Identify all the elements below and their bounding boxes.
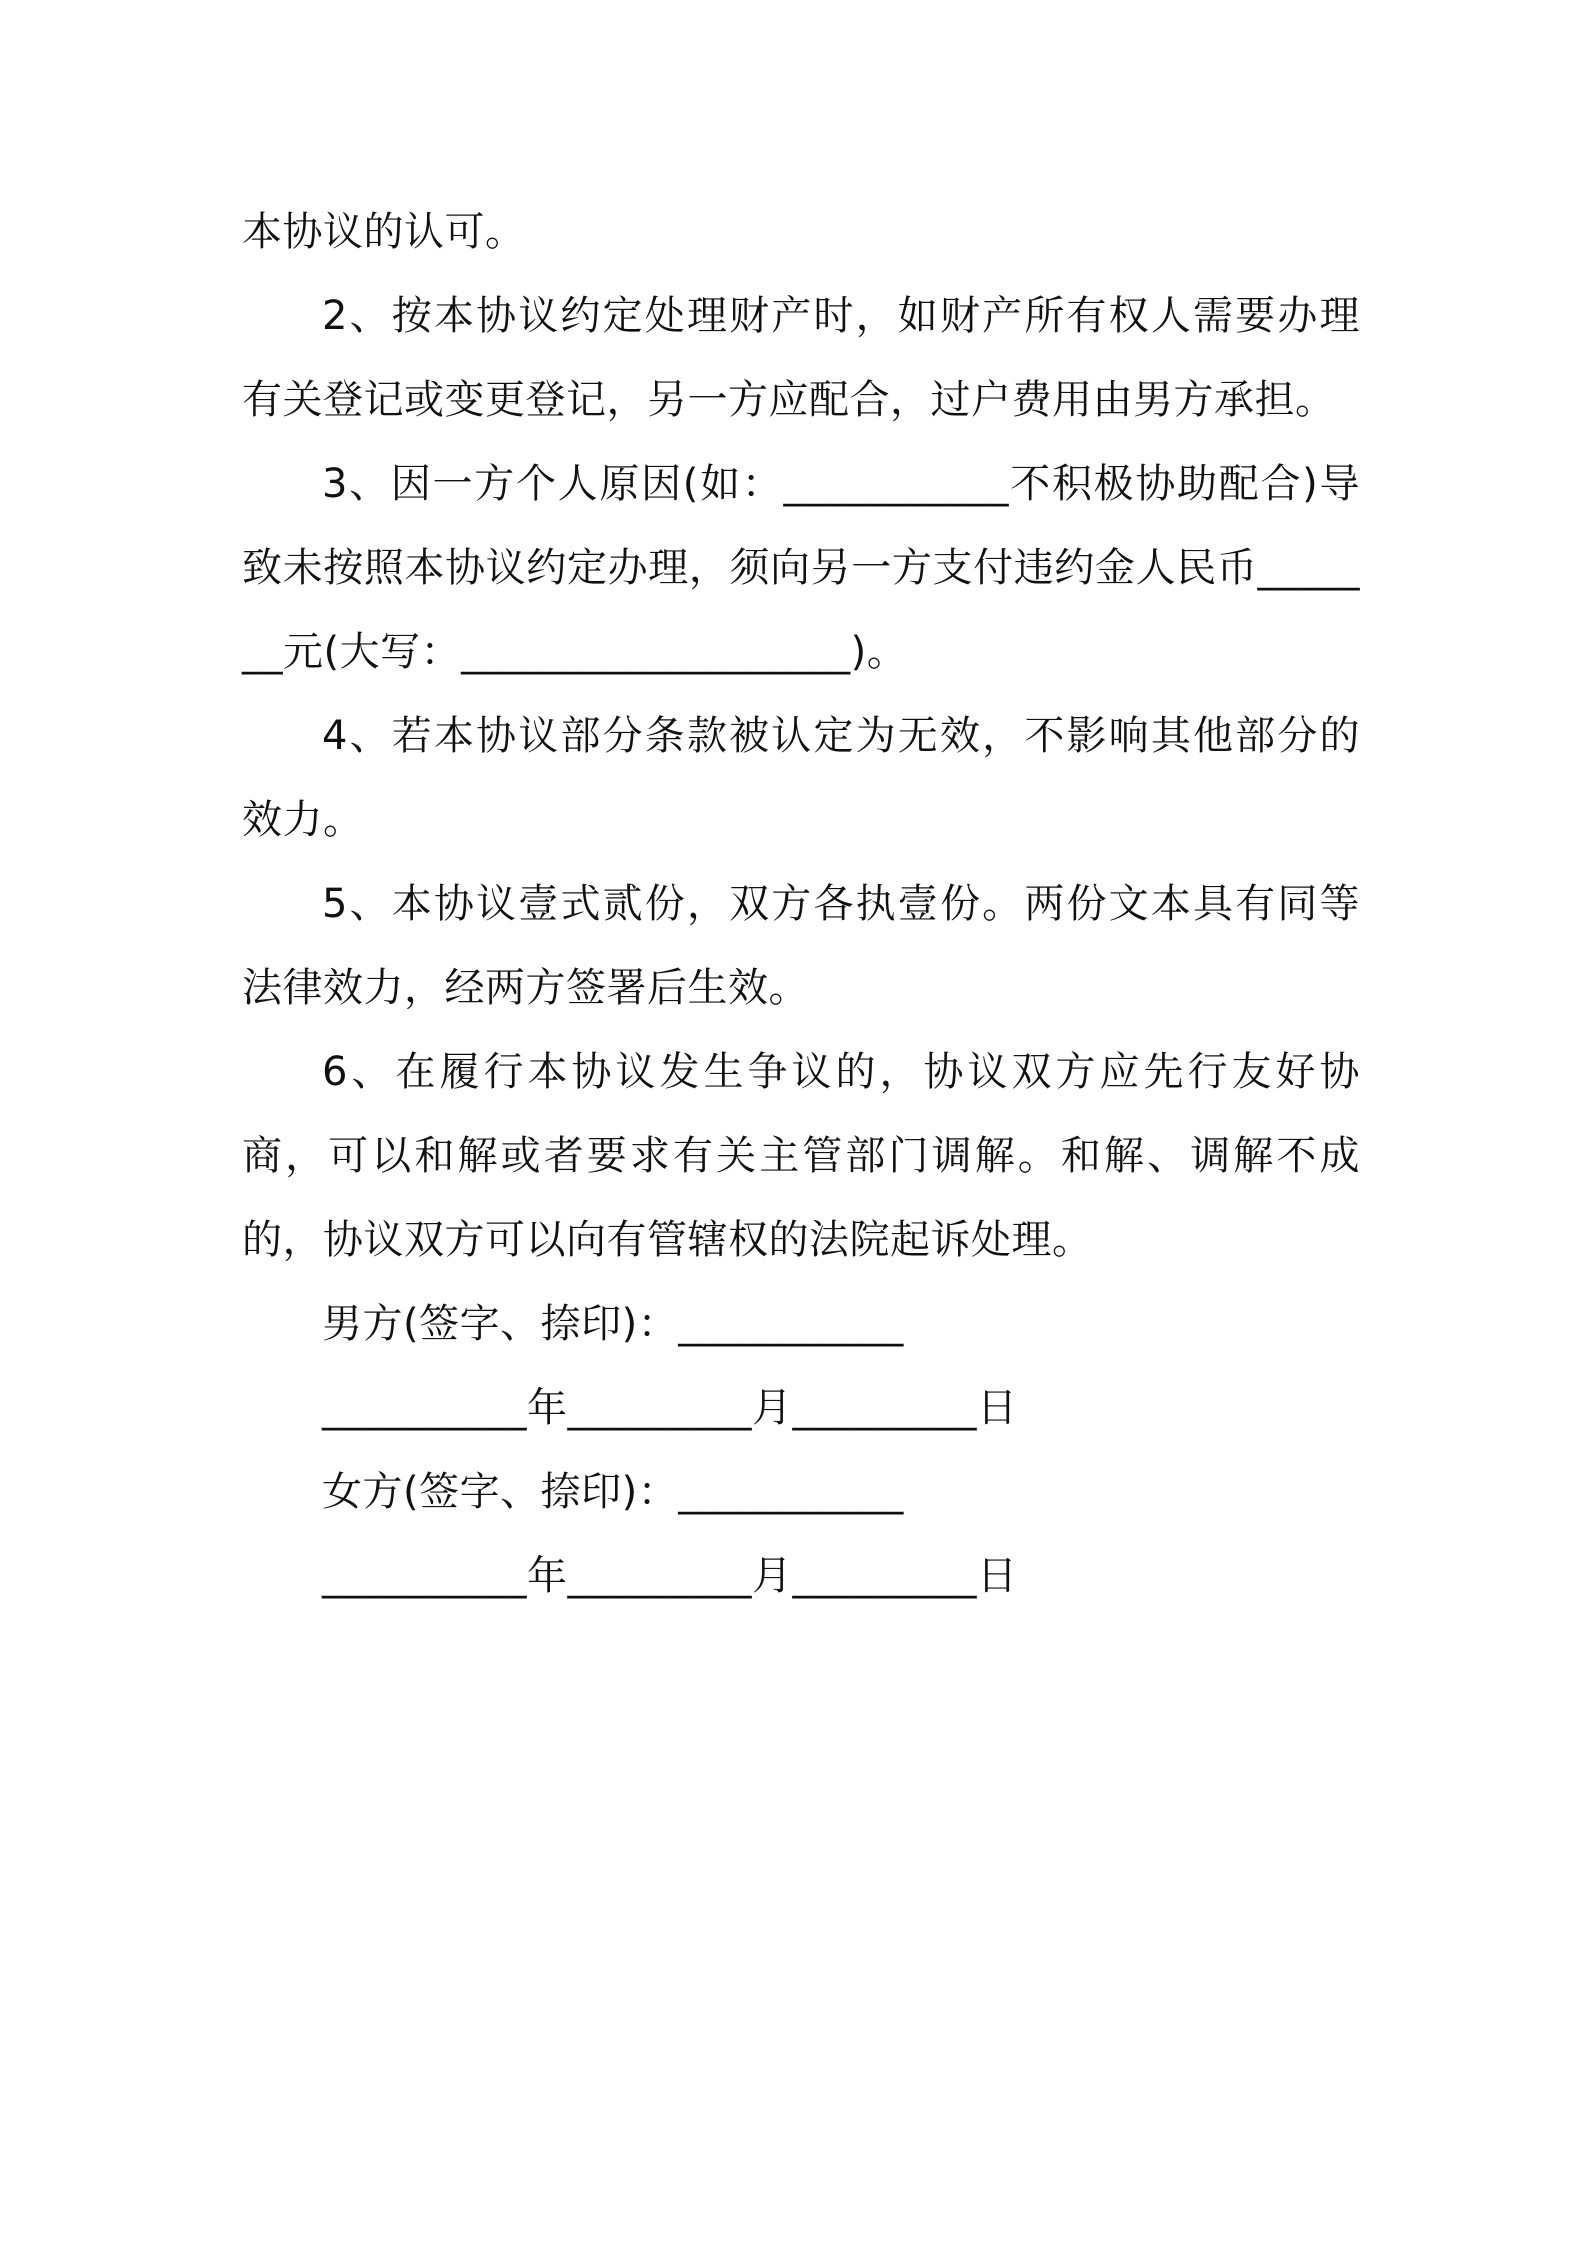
male-signature-date: __________年_________月_________日 — [322, 1385, 1018, 1431]
female-signature-line: 女方(签字、捺印)：___________ — [322, 1469, 904, 1515]
paragraph-clause-4: 4、若本协议部分条款被认定为无效，不影响其他部分的效力。 — [242, 713, 1360, 843]
female-signature-date: __________年_________月_________日 — [322, 1553, 1018, 1599]
paragraph-clause-5: 5、本协议壹式贰份，双方各执壹份。两份文本具有同等法律效力，经两方签署后生效。 — [242, 881, 1360, 1011]
male-signature-line: 男方(签字、捺印)：___________ — [322, 1301, 904, 1347]
paragraph-continuation: 本协议的认可。 — [242, 209, 526, 255]
paragraph-clause-2: 2、按本协议约定处理财产时，如财产所有权人需要办理有关登记或变更登记，另一方应配合，过户费用由男方承担。 — [242, 293, 1360, 423]
paragraph-clause-6: 6、在履行本协议发生争议的，协议双方应先行友好协商，可以和解或者要求有关主管部门调解。和解、调解不成的，协议双方可以向有管辖权的法院起诉处理。 — [242, 1049, 1360, 1263]
document-body — [242, 190, 1360, 1618]
paragraph-clause-3: 3、因一方个人原因(如：___________不积极协助配合)导致未按照本协议约定办理，须向另一方支付违约金人民币_______元(大写：___________________)。 — [242, 461, 1360, 675]
